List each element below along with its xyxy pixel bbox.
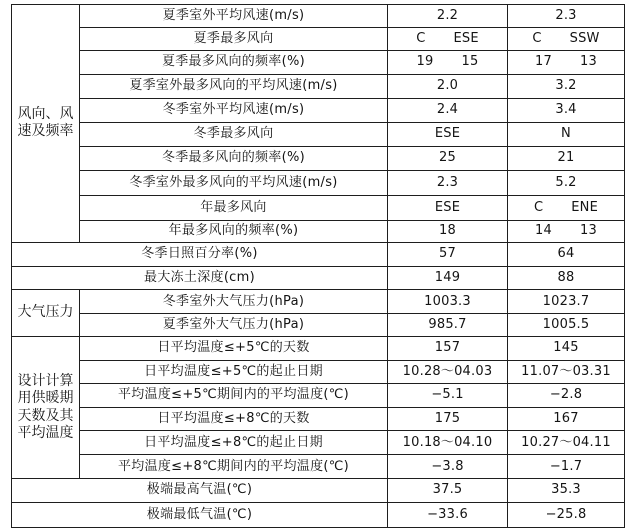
table-row — [12, 98, 625, 122]
table-row — [12, 171, 625, 196]
row-label: 冬季室外最多风向的平均风速(m/s) — [80, 171, 388, 196]
value-part: 15 — [461, 54, 479, 70]
table-row — [12, 314, 625, 337]
value-cell: −5.1 — [388, 383, 508, 407]
value-cell: 145 — [508, 337, 625, 360]
row-label: 最大冻土深度(cm) — [12, 266, 388, 289]
value-part: SSW — [569, 31, 600, 47]
table-row — [12, 196, 625, 220]
value-part: C — [533, 199, 544, 215]
table-row — [12, 242, 625, 266]
table-row — [12, 220, 625, 242]
value-cell: 1003.3 — [388, 290, 508, 314]
value-cell: −2.8 — [508, 383, 625, 407]
value-cell: 25 — [388, 147, 508, 171]
value-cell: 2.3 — [388, 171, 508, 196]
table-row — [12, 455, 625, 479]
value-cell — [508, 196, 625, 220]
value-cell: 3.2 — [508, 74, 625, 98]
table-row — [12, 290, 625, 314]
value-cell: 2.2 — [388, 5, 508, 28]
value-cell: 2.4 — [388, 98, 508, 122]
value-cell: 149 — [388, 266, 508, 289]
value-cell: −1.7 — [508, 455, 625, 479]
value-cell: 10.18～04.10 — [388, 431, 508, 455]
table-row — [12, 360, 625, 383]
table-row — [12, 122, 625, 146]
value-cell — [388, 28, 508, 51]
table-row — [12, 266, 625, 289]
value-cell — [388, 51, 508, 74]
row-label: 夏季最多风向 — [80, 28, 388, 51]
value-cell: −33.6 — [388, 502, 508, 527]
value-cell: 21 — [508, 147, 625, 171]
value-cell: 35.3 — [508, 479, 625, 502]
row-label: 冬季最多风向 — [80, 122, 388, 146]
value-cell: −3.8 — [388, 455, 508, 479]
value-cell: 5.2 — [508, 171, 625, 196]
value-cell: 2.0 — [388, 74, 508, 98]
row-label: 夏季室外大气压力(hPa) — [80, 314, 388, 337]
group-label-wind: 风向、风速及频率 — [12, 5, 80, 243]
table-row — [12, 74, 625, 98]
row-label: 日平均温度≤+8℃的天数 — [80, 407, 388, 430]
row-label: 极端最高气温(℃) — [12, 479, 388, 502]
row-label: 日平均温度≤+5℃的起止日期 — [80, 360, 388, 383]
value-cell: ESE — [388, 196, 508, 220]
value-part: C — [532, 31, 542, 47]
value-cell: 985.7 — [388, 314, 508, 337]
row-label: 平均温度≤+5℃期间内的平均温度(℃) — [80, 383, 388, 407]
value-cell — [508, 220, 625, 242]
table-row — [12, 479, 625, 502]
row-label: 日平均温度≤+5℃的天数 — [80, 337, 388, 360]
row-label: 年最多风向的频率(%) — [80, 220, 388, 242]
value-part: 17 — [535, 54, 552, 70]
row-label: 极端最低气温(℃) — [12, 502, 388, 527]
row-label: 平均温度≤+8℃期间内的平均温度(℃) — [80, 455, 388, 479]
table-row — [12, 147, 625, 171]
value-cell: 2.3 — [508, 5, 625, 28]
row-label: 年最多风向 — [80, 196, 388, 220]
value-part: ESE — [453, 31, 479, 47]
row-label: 夏季最多风向的频率(%) — [80, 51, 388, 74]
value-cell — [508, 51, 625, 74]
table-row — [12, 337, 625, 360]
value-cell: 157 — [388, 337, 508, 360]
value-cell: 11.07～03.31 — [508, 360, 625, 383]
table-row — [12, 5, 625, 28]
row-label: 冬季最多风向的频率(%) — [80, 147, 388, 171]
value-cell: 167 — [508, 407, 625, 430]
value-part: 19 — [416, 54, 434, 70]
value-cell: 1023.7 — [508, 290, 625, 314]
row-label: 冬季室外大气压力(hPa) — [80, 290, 388, 314]
value-cell: 37.5 — [388, 479, 508, 502]
table-row — [12, 383, 625, 407]
value-part: 13 — [580, 222, 597, 238]
row-label: 日平均温度≤+8℃的起止日期 — [80, 431, 388, 455]
value-cell: 57 — [388, 242, 508, 266]
value-part: 14 — [535, 222, 552, 238]
value-part: C — [416, 31, 426, 47]
value-cell: ESE — [388, 122, 508, 146]
group-label-pressure: 大气压力 — [12, 290, 80, 337]
value-cell: 10.28～04.03 — [388, 360, 508, 383]
value-cell — [508, 28, 625, 51]
table-row — [12, 51, 625, 74]
table-row — [12, 407, 625, 430]
value-cell: −25.8 — [508, 502, 625, 527]
value-cell: 1005.5 — [508, 314, 625, 337]
row-label: 夏季室外平均风速(m/s) — [80, 5, 388, 28]
table-row — [12, 431, 625, 455]
value-cell: 18 — [388, 220, 508, 242]
table-row — [12, 502, 625, 527]
group-label-heating: 设计计算用供暖期天数及其平均温度 — [12, 337, 80, 479]
row-label: 冬季室外平均风速(m/s) — [80, 98, 388, 122]
value-part: 13 — [580, 54, 597, 70]
value-cell: N — [508, 122, 625, 146]
value-cell: 64 — [508, 242, 625, 266]
climate-parameter-table — [11, 4, 625, 528]
value-cell: 88 — [508, 266, 625, 289]
value-cell: 10.27～04.11 — [508, 431, 625, 455]
value-part: ENE — [571, 199, 599, 215]
value-cell: 175 — [388, 407, 508, 430]
row-label: 冬季日照百分率(%) — [12, 242, 388, 266]
value-cell: 3.4 — [508, 98, 625, 122]
row-label: 夏季室外最多风向的平均风速(m/s) — [80, 74, 388, 98]
table-row — [12, 28, 625, 51]
